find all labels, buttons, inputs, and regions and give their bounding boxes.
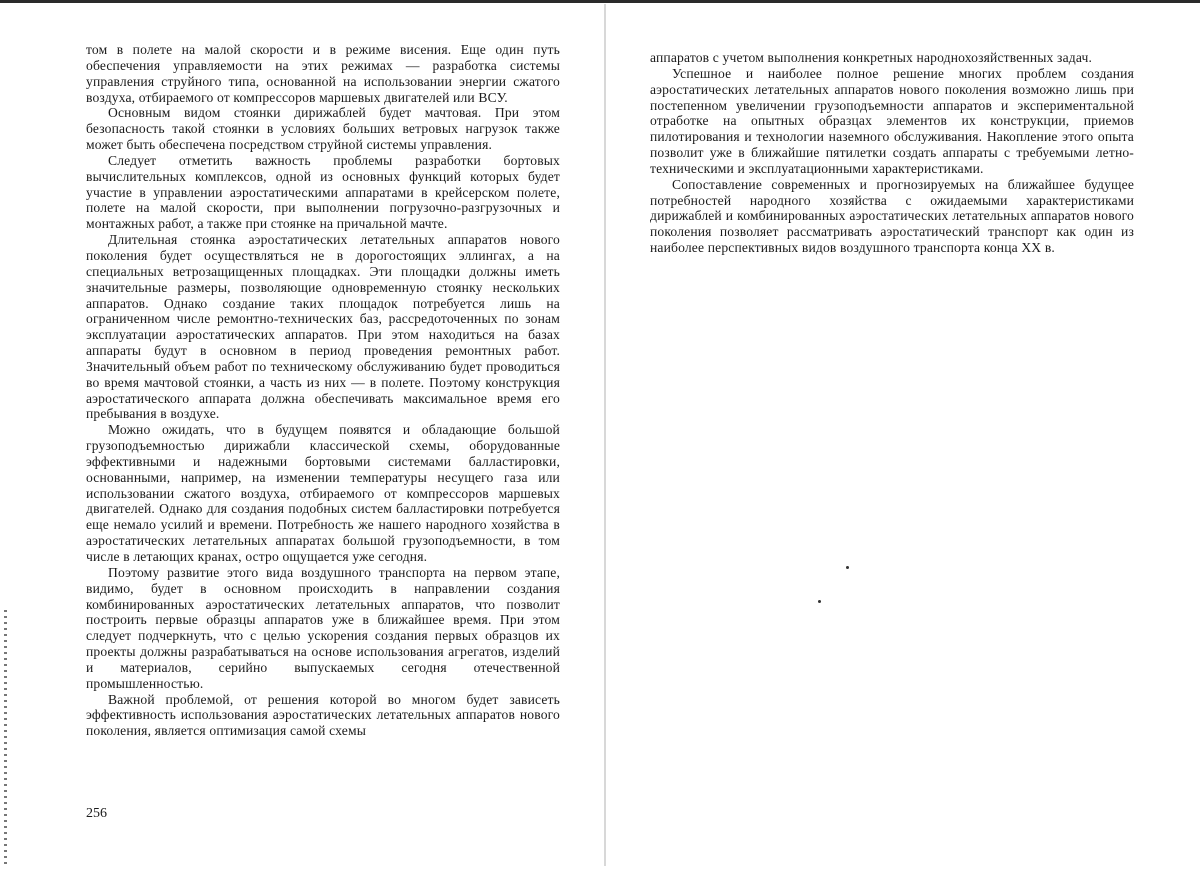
paragraph: том в полете на малой скорости и в режиме висения. Еще один путь обеспечения управляемости на этих режимах — разработка системы управления струйного типа, основанной на использовании энергии сжатого воздуха, отбираемого от компрессоров маршевых двигателей или ВСУ. <box>86 42 560 105</box>
book-gutter <box>604 4 606 866</box>
paragraph: Важной проблемой, от решения которой во многом будет зависеть эффективность использования аэростатических летательных аппаратов нового поколения, является оптимизация самой схемы <box>86 691 560 739</box>
paragraph: аппаратов с учетом выполнения конкретных народнохозяйственных задач. <box>650 50 1092 65</box>
paragraph: Успешное и наиболее полное решение многих проблем создания аэростатических летательных аппаратов нового поколения возможно лишь при постепенном увеличении грузоподъемности аппаратов и экспериментальной отработке на опытных образцах элементов их конструкции, приемов пилотирования и технологии наземного обслуживания. Накопление этого опыта позволит уже в ближайшие пятилетки создать аппараты с требуемыми летно-техническими и эксплуатационными характеристиками. <box>650 65 1134 176</box>
top-edge-rule <box>0 0 1200 3</box>
right-text-column <box>650 50 1134 256</box>
paragraph: Длительная стоянка аэростатических летательных аппаратов нового поколения будет осуществляться не в дорогостоящих эллингах, а на специальных ветрозащищенных площадках. Эти площадки должны иметь значительные размеры, позволяющие одновременную стоянку нескольких аппаратов. Однако создание таких площадок потребуется лишь на ограниченном числе ремонтно-технических баз, рассредоточенных по зонам эксплуатации аэростатических аппаратов. При этом находиться на базах аппараты будут в основном в период проведения ремонтных работ. Значительный объем работ по техническому обслуживанию будет проводиться во время мачтовой стоянки, а часть из них — в полете. Поэтому конструкция аэростатического аппарата должна обеспечивать максимальное время его пребывания в воздухе. <box>86 232 560 422</box>
paragraph: Сопоставление современных и прогнозируемых на ближайшее будущее потребностей народного хозяйства с ожидаемыми характеристиками дирижаблей и комбинированных аэростатических летательных аппаратов нового поколения позволяет рассматривать аэростатический транспорт как один из наиболее перспективных видов воздушного транспорта конца XX в. <box>650 176 1134 256</box>
scan-speck <box>818 600 821 603</box>
page-edge-marks <box>4 610 7 866</box>
paragraph: Следует отметить важность проблемы разработки бортовых вычислительных комплексов, одной из основных функций которых будет участие в управлении аэростатическими аппаратами в крейсерском полете, полете на малой скорости, при выполнении погрузочно-разгрузочных и монтажных работ, а также при стоянке на причальной мачте. <box>86 152 560 232</box>
paragraph: Основным видом стоянки дирижаблей будет мачтовая. При этом безопасность такой стоянки в условиях больших ветровых нагрузок также может быть обеспечена посредством струйной системы управления. <box>86 105 560 153</box>
page-number: 256 <box>86 806 107 821</box>
paragraph: Поэтому развитие этого вида воздушного транспорта на первом этапе, видимо, будет в основном происходить в направлении создания комбинированных аэростатических летательных аппаратов, что позволит построить первые образцы аппаратов уже в ближайшее время. При этом следует подчеркнуть, что с целью ускорения создания первых образцов их проекты должны разрабатываться на основе использования агрегатов, изделий и материалов, серийно выпускаемых сегодня отечественной промышленностью. <box>86 564 560 691</box>
paragraph: Можно ожидать, что в будущем появятся и обладающие большой грузоподъемностью дирижабли классической схемы, оборудованные эффективными и надежными бортовыми системами балластировки, основанными, например, на изменении температуры несущего газа или использовании сжатого воздуха, отбираемого от компрессоров маршевых двигателей. Однако для создания подобных систем балластировки потребуется еще немало усилий и времени. Потребность же нашего народного хозяйства в аэростатических летательных аппаратах большой грузоподъемности, в том числе в летающих кранах, остро ощущается уже сегодня. <box>86 422 560 564</box>
left-text-column <box>86 42 560 739</box>
scan-speck <box>846 566 849 569</box>
